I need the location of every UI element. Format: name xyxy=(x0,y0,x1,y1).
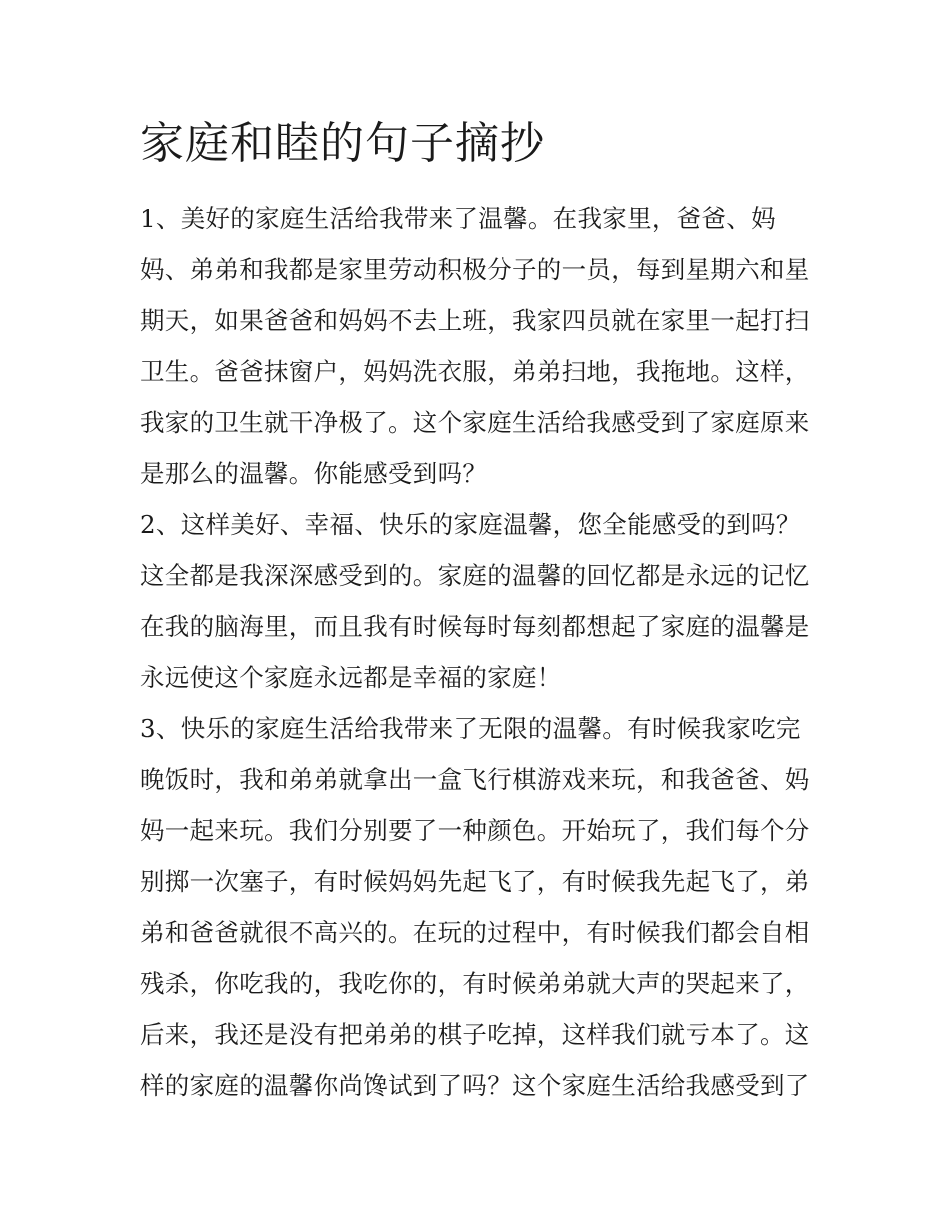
text-line: 妈、弟弟和我都是家里劳动积极分子的一员，每到星期六和星 xyxy=(140,255,810,284)
text-line: 永远使这个家庭永远都是幸福的家庭！ xyxy=(140,663,562,692)
text-line: 我家的卫生就干净极了。这个家庭生活给我感受到了家庭原来 xyxy=(140,408,810,437)
text-line: 在我的脑海里，而且我有时候每时每刻都想起了家庭的温馨是 xyxy=(140,612,810,641)
text-line: 期天，如果爸爸和妈妈不去上班，我家四员就在家里一起打扫 xyxy=(140,306,810,335)
text-line: 1、美好的家庭生活给我带来了温馨。在我家里，爸爸、妈 xyxy=(140,204,776,233)
text-line: 别掷一次塞子，有时候妈妈先起飞了，有时候我先起飞了，弟 xyxy=(140,867,810,896)
text-line: 3、快乐的家庭生活给我带来了无限的温馨。有时候我家吃完 xyxy=(140,714,801,743)
text-line: 晚饭时，我和弟弟就拿出一盒飞行棋游戏来玩，和我爸爸、妈 xyxy=(140,765,810,794)
text-line: 样的家庭的温馨你尚馋试到了吗？这个家庭生活给我感受到了 xyxy=(140,1071,810,1100)
text-line: 这全都是我深深感受到的。家庭的温馨的回忆都是永远的记忆 xyxy=(140,561,810,590)
text-line: 残杀，你吃我的，我吃你的，有时候弟弟就大声的哭起来了， xyxy=(140,969,810,998)
text-line: 2、这样美好、幸福、快乐的家庭温馨，您全能感受的到吗？ xyxy=(140,510,801,539)
text-line: 卫生。爸爸抹窗户，妈妈洗衣服，弟弟扫地，我拖地。这样， xyxy=(140,357,810,386)
page-title: 家庭和睦的句子摘抄 xyxy=(140,118,545,169)
text-line: 弟和爸爸就很不高兴的。在玩的过程中，有时候我们都会自相 xyxy=(140,918,810,947)
text-line: 后来，我还是没有把弟弟的棋子吃掉，这样我们就亏本了。这 xyxy=(140,1020,810,1049)
text-line: 妈一起来玩。我们分别要了一种颜色。开始玩了，我们每个分 xyxy=(140,816,810,845)
text-line: 是那么的温馨。你能感受到吗？ xyxy=(140,459,488,488)
